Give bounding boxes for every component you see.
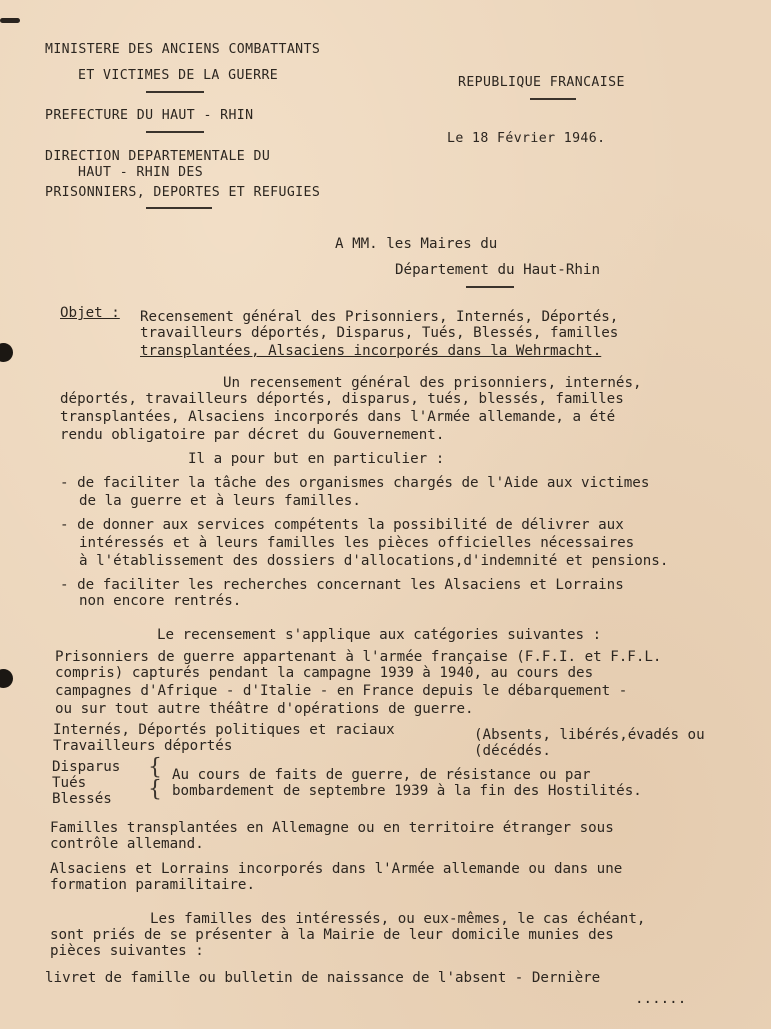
object-line-2: travailleurs déportés, Disparus, Tués, Blessés, familles	[140, 325, 619, 341]
punch-hole-bottom	[0, 669, 13, 688]
republic-title: REPUBLIQUE FRANCAISE	[458, 75, 625, 90]
object-line-3: transplantées, Alsaciens incorporés dans la Wehrmacht.	[140, 343, 602, 359]
category-3-left-1: Disparus	[52, 759, 121, 775]
category-2-left-1: Internés, Déportés politiques et raciaux	[53, 722, 395, 738]
categories-intro: Le recensement s'applique aux catégories suivantes :	[157, 627, 602, 643]
ministry-line-1: MINISTERE DES ANCIENS COMBATTANTS	[45, 42, 321, 57]
bullet-1-line-1: - de faciliter la tâche des organismes chargés de l'Aide aux victimes	[60, 475, 650, 491]
direction-line-3: PRISONNIERS, DEPORTES ET REFUGIES	[45, 185, 321, 200]
category-5-line-1: Alsaciens et Lorrains incorporés dans l'Armée allemande ou dans une	[50, 861, 623, 877]
paragraph-1-line-1: Un recensement général des prisonniers, internés,	[223, 375, 642, 391]
category-1-line-1: Prisonniers de guerre appartenant à l'armée française (F.F.I. et F.F.L.	[55, 649, 662, 665]
separator	[530, 98, 576, 100]
letter-date: Le 18 Février 1946.	[447, 131, 606, 146]
addressee-line-1: A MM. les Maires du	[335, 236, 498, 252]
brace-glyph: {	[148, 755, 162, 780]
category-2-right-1: (Absents, libérés,évadés ou	[474, 727, 705, 743]
addressee-line-2: Département du Haut-Rhin	[395, 262, 600, 278]
category-4-line-1: Familles transplantées en Allemagne ou en territoire étranger sous	[50, 820, 614, 836]
bullet-2-line-3: à l'établissement des dossiers d'allocations,d'indemnité et pensions.	[79, 553, 669, 569]
category-2-left-2: Travailleurs déportés	[53, 738, 233, 754]
paragraph-1-line-2: déportés, travailleurs déportés, disparus, tués, blessés, familles	[60, 391, 624, 407]
separator	[466, 286, 514, 288]
object-line-1: Recensement général des Prisonniers, Internés, Déportés,	[140, 309, 619, 325]
staple-mark	[0, 18, 20, 23]
bullet-1-line-2: de la guerre et à leurs familles.	[79, 493, 361, 509]
direction-line-1: DIRECTION DEPARTEMENTALE DU	[45, 149, 271, 164]
prefecture: PREFECTURE DU HAUT - RHIN	[45, 108, 254, 123]
bullet-2-line-1: - de donner aux services compétents la possibilité de délivrer aux	[60, 517, 624, 533]
paragraph-3-line-1: Les familles des intéressés, ou eux-mêmes, le cas échéant,	[150, 911, 646, 927]
category-1-line-2: compris) capturés pendant la campagne 1939 à 1940, au cours des	[55, 665, 594, 681]
category-2-right-2: (décédés.	[474, 743, 551, 759]
paragraph-3-line-2: sont priés de se présenter à la Mairie de leur domicile munies des	[50, 927, 614, 943]
bullet-3-line-1: - de faciliter les recherches concernant les Alsaciens et Lorrains	[60, 577, 624, 593]
bullet-2-line-2: intéressés et à leurs familles les pièces officielles nécessaires	[79, 535, 635, 551]
bullet-3-line-2: non encore rentrés.	[79, 593, 242, 609]
object-label: Objet :	[60, 305, 120, 321]
category-4-line-2: contrôle allemand.	[50, 836, 204, 852]
purpose-intro: Il a pour but en particulier :	[188, 451, 445, 467]
paragraph-1-line-4: rendu obligatoire par décret du Gouvernement.	[60, 427, 445, 443]
separator	[146, 207, 212, 209]
last-line: livret de famille ou bulletin de naissance de l'absent - Dernière	[45, 970, 601, 986]
brace-glyph: {	[148, 777, 162, 802]
category-5-line-2: formation paramilitaire.	[50, 877, 255, 893]
category-1-line-3: campagnes d'Afrique - d'Italie - en France depuis le débarquement -	[55, 683, 628, 699]
paragraph-3-line-3: pièces suivantes :	[50, 943, 204, 959]
separator	[146, 91, 204, 93]
punch-hole-top	[0, 343, 13, 362]
category-3-left-3: Blessés	[52, 791, 112, 807]
category-3-left-2: Tués	[52, 775, 87, 791]
direction-line-2: HAUT - RHIN DES	[78, 165, 204, 180]
category-1-line-4: ou sur tout autre théâtre d'opérations de guerre.	[55, 701, 474, 717]
paragraph-1-line-3: transplantées, Alsaciens incorporés dans l'Armée allemande, a été	[60, 409, 616, 425]
continuation-dots: ......	[635, 991, 687, 1007]
category-3-right-1: Au cours de faits de guerre, de résistance ou par	[172, 767, 591, 783]
category-3-right-2: bombardement de septembre 1939 à la fin des Hostilités.	[172, 783, 642, 799]
ministry-line-2: ET VICTIMES DE LA GUERRE	[78, 68, 279, 83]
separator	[146, 131, 204, 133]
